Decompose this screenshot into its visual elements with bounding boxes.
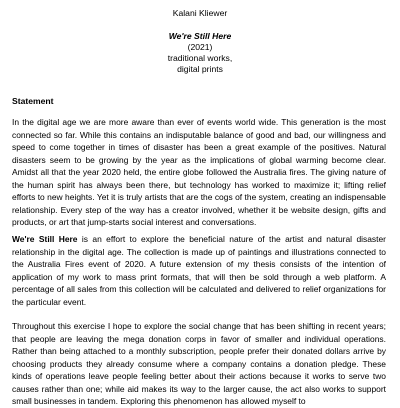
- section-heading: Statement: [12, 96, 54, 106]
- paragraph-2-title-lead: We're Still Here: [12, 234, 78, 244]
- statement-paragraph-1: In the digital age we are more aware than ever of events world wide. This generation is the most connected so far. While this contains an indisputable balance of good and bad, our willingness and speed to come together in times of disaster has been a great example of the positives. Natural disasters seem to be growing by the year as the implications of global warming become clear. Amidst all that the year 2020 held, the entire globe followed the Australia fires. The giving nature of the human spirit has always been there, but technology has worked to maximize it; lifting relief efforts to new heights. Yet it is truly artists that are the cogs of the system, creating an indispensable relationship. Every step of the way has a creator involved, whether it be website design, gifts and products, or art that jump-starts social interest and conversations.: [12, 117, 386, 227]
- statement-paragraph-2: [12, 233, 386, 308]
- paragraph-2-body: is an effort to explore the beneficial nature of the artist and natural disaster relationship in the digital age. The collection is made up of paintings and illustrations connected to the Australia Fires event of 2020. A future extension of my thesis consists of the intention of application of my work to mass print formats, that will then be sold through a web platform. A percentage of all sales from this collection will be calculated and delivered to relief organizations for the particular event.: [12, 234, 386, 307]
- statement-paragraph-3: Throughout this exercise I hope to explore the social change that has been shifting in recent years; that people are leaving the mega donation corps in favor of smaller and individual operations. Rather than being attached to a monthly subscription, people prefer their donated dollars arrive by choosing products they already consume where a company contains a donation pledge. These kinds of operations leave people feeling better about their actions because it works to serve two causes rather than one; while aid makes its way to the larger cause, the act also works to support small businesses in tandem. Exploring this phenomenon has allowed myself to: [12, 321, 386, 406]
- author-name: Kalani Kliewer: [172, 8, 228, 18]
- artwork-year: (2021): [187, 42, 213, 52]
- artwork-title: We're Still Here: [168, 31, 232, 41]
- artwork-medium-line2: digital prints: [177, 64, 223, 74]
- artwork-medium-line1: traditional works,: [167, 53, 233, 63]
